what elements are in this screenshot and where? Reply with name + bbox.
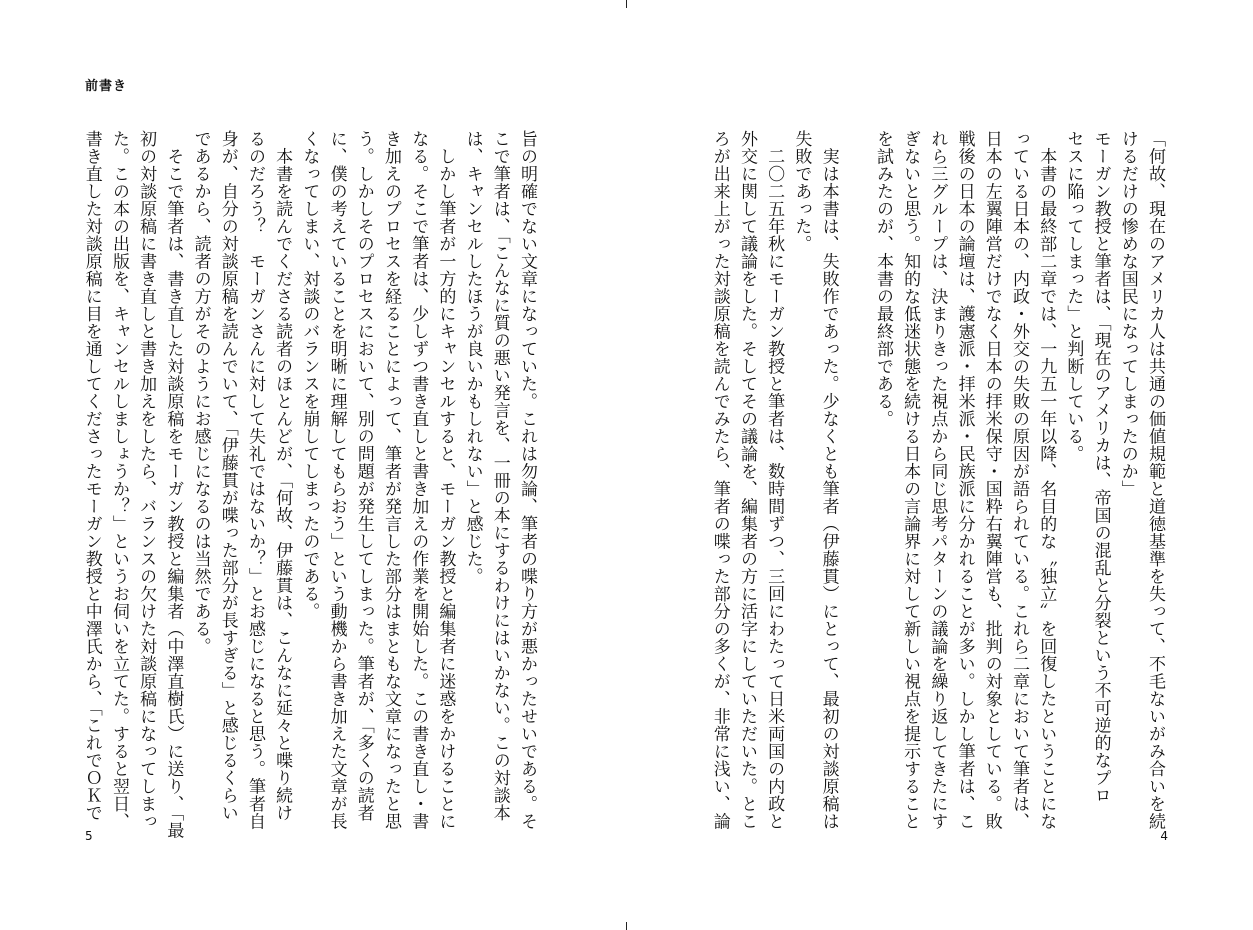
text-line: そこで筆者は、書き直した対談原稿をモーガン教授と編集者（中澤直樹氏）に送り、「最 <box>163 130 184 839</box>
text-line: れら三グループは、決まりきった視点から同じ思考パターンの議論を繰り返してきたにす <box>927 130 948 830</box>
text-line: た。この本の出版を、キャンセルしましょうか？」というお伺いを立てた。すると翌日、 <box>108 130 129 830</box>
text-line: セスに陥ってしまった」と判断している。 <box>1063 130 1084 463</box>
text-line: ぎないと思う。知的な低迷状態を続ける日本の言論界に対して新しい視点を提示すること <box>900 130 921 830</box>
text-line: き加えのプロセスを経ることによって、筆者が発言した部分はまともな文章になったと思 <box>380 130 401 830</box>
running-head: 前書き <box>85 79 128 94</box>
page-number-right: 4 <box>1160 829 1168 843</box>
text-line: 旨の明確でない文章になっていた。これは勿論、筆者の喋り方が悪かったせいである。そ <box>517 130 537 830</box>
page-number-left: 5 <box>85 829 93 843</box>
text-line: 本書の最終部二章では、一九五一年以降、名目的な〝独立〟を回復したということにな <box>1036 130 1057 830</box>
text-line: ろが出来上がった対談原稿を読んでみたら、筆者の喋った部分の多くが、非常に浅い、論 <box>709 130 730 830</box>
text-line: 初の対談原稿に書き直しと書き加えをしたら、バランスの欠けた対談原稿になってしまっ <box>136 130 157 830</box>
left-page <box>0 0 626 930</box>
text-line: 二〇二五年秋にモーガン教授と筆者は、数時間ずつ、三回にわたって日米両国の内政と <box>764 130 785 830</box>
text-line: 外交に関して議論をした。そしてその議論を、編集者の方に活字にしていただいた。とこ <box>736 130 757 830</box>
text-line: は、キャンセルしたほうが良いかもしれない」と感じた。 <box>462 130 483 585</box>
text-line: 本書を読んでくださる読者のほとんどが、「何故、伊藤貫は、こんなに延々と喋り続け <box>272 130 293 822</box>
text-line: に、僕の考えていることを明晰に理解してもらおう」という動機から書き加えた文章が長 <box>326 130 347 830</box>
text-line: う。しかしそのプロセスにおいて、別の問題が発生してしまった。筆者が、「多くの読者 <box>353 130 374 822</box>
text-line: 失敗であった。 <box>791 130 812 253</box>
right-page-text <box>709 130 1168 830</box>
text-line: 日本の左翼陣営だけでなく日本の拝米保守・国粋右翼陣営も、批判の対象としている。敗 <box>981 130 1002 830</box>
text-line: っている日本の、内政・外交の失敗の原因が語られている。これら二章において筆者は、 <box>1008 130 1029 830</box>
text-line: 戦後の日本の論壇は、護憲派・拝米派・民族派に分かれることが多い。しかし筆者は、こ <box>954 130 975 830</box>
text-line: モーガン教授と筆者は、「現在のアメリカは、帝国の混乱と分裂という不可逆的なプロ <box>1090 130 1111 804</box>
text-line: こで筆者は、「こんなに質の悪い発言を、一冊の本にするわけにはいかない。この対談本 <box>489 130 510 822</box>
text-line: であるから、読者の方がそのようにお感じになるのは当然である。 <box>190 130 211 655</box>
right-page <box>627 0 1253 930</box>
text-line: るのだろう？ モーガンさんに対して失礼ではないか？」とお感じになると思う。筆者自 <box>244 130 265 830</box>
left-page-text <box>81 130 540 839</box>
text-line: 身が、自分の対談原稿を読んでいて、「伊藤貫が喋った部分が長すぎる」と感じるくらい <box>217 130 238 822</box>
text-line: 実は本書は、失敗作であった。少なくとも筆者（伊藤貫）にとって、最初の対談原稿は <box>818 130 839 830</box>
paragraph-gap <box>842 130 869 806</box>
text-line: 書き直した対談原稿に目を通してくださったモーガン教授と中澤氏から、「これでＯＫで <box>81 130 102 822</box>
text-line: けるだけの惨めな国民になってしまったのか」 <box>1117 130 1138 498</box>
text-line: 「何故、現在のアメリカ人は共通の価値規範と道徳基準を失って、不毛ないがみ合いを続 <box>1145 130 1165 830</box>
text-line: くなってしまい、対談のバランスを崩してしまったのである。 <box>299 130 320 620</box>
text-line: を試みたのが、本書の最終部である。 <box>872 130 893 428</box>
text-line: なる。そこで筆者は、少しずつ書き直しと書き加えの作業を開始した。この書き直し・書 <box>408 130 429 830</box>
text-line: しかし筆者が一方的にキャンセルすると、モーガン教授と編集者に迷惑をかけることに <box>435 130 456 830</box>
